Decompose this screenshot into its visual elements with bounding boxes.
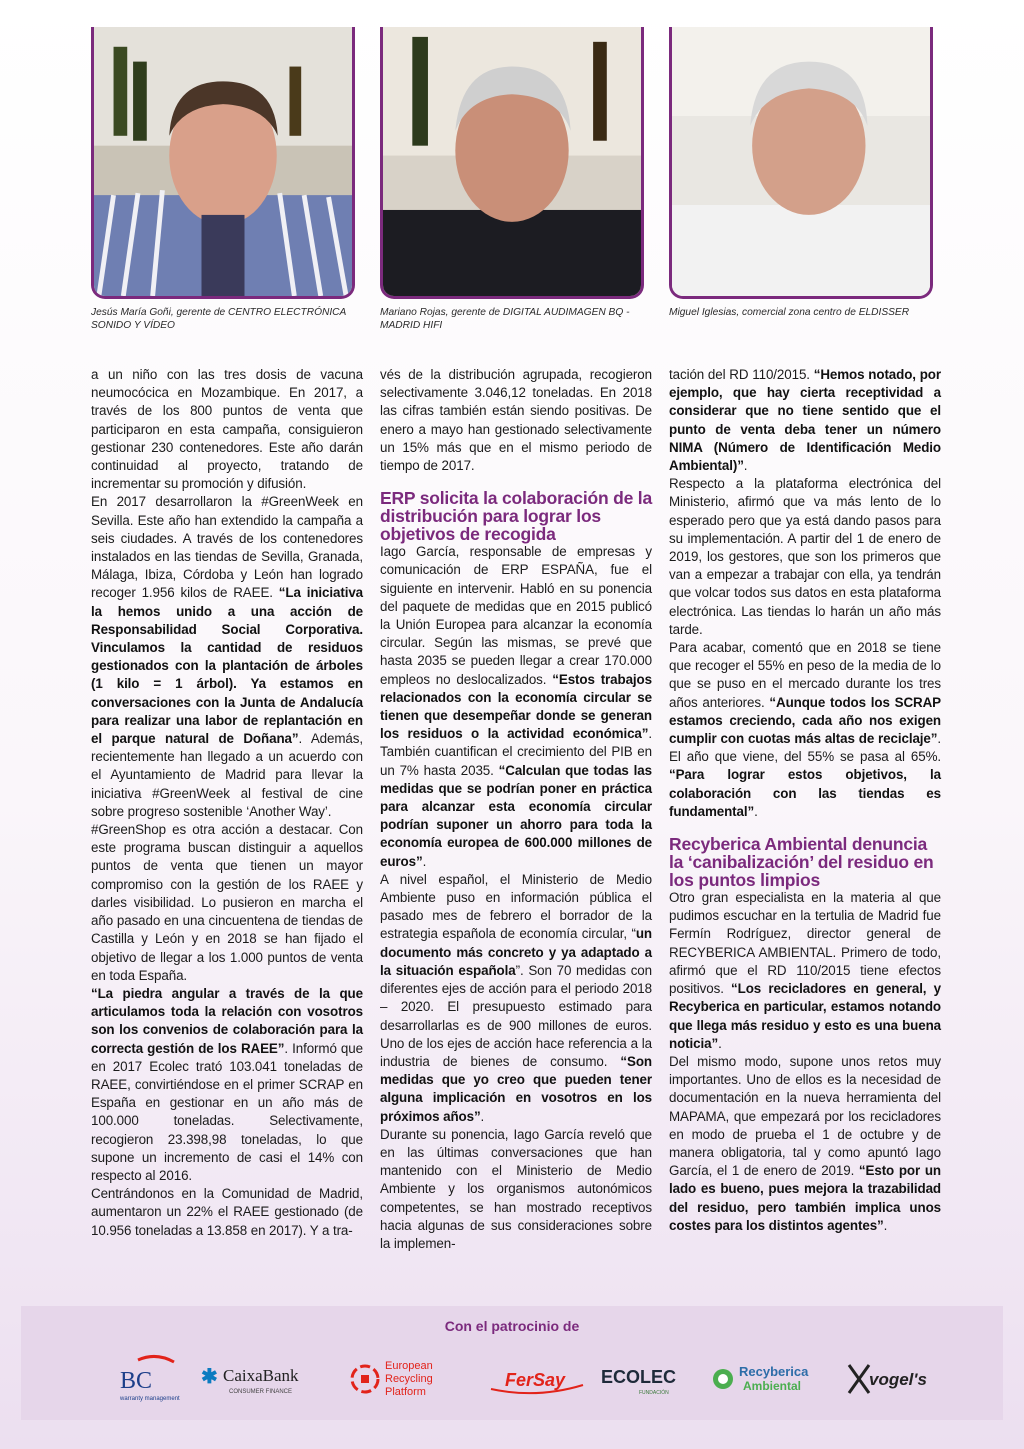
svg-text:warranty management: warranty management bbox=[120, 1396, 180, 1402]
svg-text:FUNDACIÓN: FUNDACIÓN bbox=[639, 1390, 669, 1396]
logo-caixabank bbox=[201, 1344, 311, 1414]
svg-text:Recycling: Recycling bbox=[385, 1373, 433, 1385]
caption-3: Miguel Iglesias, comercial zona centro de ELDISSER bbox=[669, 307, 910, 318]
section-heading-recyberica: Recyberica Ambiental denuncia la ‘canibalización’ del residuo en los puntos limpios bbox=[669, 834, 934, 891]
svg-text:European: European bbox=[385, 1360, 433, 1372]
paragraph: Del mismo modo, supone unos retos muy importantes. Uno de ellos es la necesidad de documentación en la nueva herramienta del MAPAMA, que empezará por los recicladores en modo de prueba el 1 de octubre y de manera obligatoria, tal y como apuntó Iago García, el 1 de enero de 2019. “Esto por un lado es bueno, pues mejora la trazabilidad del residuo, pero también implica unos costes para los distintos agentes”. bbox=[669, 1053, 941, 1233]
paragraph: tación del RD 110/2015. “Hemos notado, por ejemplo, que hay cierta receptividad a considerar que no tiene sentido que el punto de venta deba tener un número NIMA (Número de Identificación Medio Ambiental)”. bbox=[669, 367, 941, 474]
column-1 bbox=[91, 366, 363, 1240]
logo-fersay bbox=[487, 1344, 587, 1414]
photo-miguel-iglesias bbox=[669, 27, 933, 299]
logo-ecolec bbox=[599, 1344, 699, 1414]
paragraph: a un niño con las tres dosis de vacuna neumocócica en Mozambique. En 2017, a través de los 800 puntos de venta que participaron en esta campaña, consiguieron gestionar 230 contenedores. Este año darán continuidad al proyecto, tratando de incrementar su promoción y difusión. bbox=[91, 367, 363, 492]
paragraph: Durante su ponencia, Iago García reveló que en las últimas conversaciones que han mantenido con el Ministerio de Medio Ambiente y los organismos autonómicos competentes, se han mostrado receptivos hacia algunas de sus consideraciones sobre la implemen- bbox=[380, 1126, 652, 1251]
logo-erp bbox=[349, 1344, 469, 1414]
column-2 bbox=[380, 366, 652, 1253]
paragraph: Iago García, responsable de empresas y comunicación de ERP ESPAÑA, fue el siguiente en intervenir. Habló en su ponencia del paquete de medidas que en 2015 publicó la Unión Europea para alcanzar la economía circular. Según las mismas, se prevé que hasta 2035 se pueden llegar a crear 170.000 empleos no deslocalizados. “Estos trabajos relacionados con la economía circular se tienen que desempeñar donde se generan los residuos o la actividad económica”. También cuantifican el crecimiento del PIB en un 7% hasta 2035. “Calculan que todas las medidas que se podrían poner en práctica para alcanzar esta economía circular podrían suponer un ahorro para toda la economía europea de 600.000 millones de euros”. bbox=[380, 544, 652, 869]
svg-text:CaixaBank: CaixaBank bbox=[223, 1366, 299, 1385]
sponsor-logos bbox=[21, 1344, 1003, 1414]
svg-text:CONSUMER FINANCE: CONSUMER FINANCE bbox=[229, 1389, 293, 1395]
paragraph: En 2017 desarrollaron la #GreenWeek en Sevilla. Este año han extendido la campaña a seis ciudades. A través de los contenedores instalados en las tiendas de Sevilla, Granada, Málaga, Ibiza, Córdoba y León han logrado recoger 1.956 kilos de RAEE. “La iniciativa la hemos unido a una acción de Responsabilidad Social Corporativa. Vinculamos la cantidad de residuos gestionados con la plantación de árboles (1 kilo = 1 árbol). Ya estamos en conversaciones con la Junta de Andalucía para realizar una labor de replantación en el parque natural de Doñana”. Además, recientemente han llegado a un acuerdo con el Ayuntamiento de Madrid para llevar la iniciativa #GreenWeek al festival de cine sobre progreso sostenible ‘Another Way’. bbox=[91, 494, 364, 819]
paragraph: #GreenShop es otra acción a destacar. Con este programa buscan distinguir a aquellos puntos de venta que tienen un mayor compromiso con la gestión de los RAEE y darles visibilidad. Lo pusieron en marcha el año pasado en una cincuentena de tiendas de Castilla y León y en 2018 se han fijado el objetivo de llegar a los 1.000 puntos de venta en toda España. bbox=[91, 822, 363, 983]
logo-bc-warranty bbox=[116, 1344, 196, 1414]
sponsors-footer bbox=[21, 1306, 1003, 1420]
caption-2: Mariano Rojas, gerente de DIGITAL AUDIMAGEN BQ - MADRID HIFI bbox=[380, 307, 630, 331]
sponsors-title: Con el patrocinio de bbox=[444, 1318, 580, 1334]
svg-text:Platform: Platform bbox=[385, 1386, 426, 1398]
svg-text:ECOLEC: ECOLEC bbox=[601, 1367, 677, 1387]
svg-text:Recyberica: Recyberica bbox=[739, 1364, 809, 1379]
paragraph: Para acabar, comentó que en 2018 se tiene que recoger el 55% en peso de la media de lo que se puso en el mercado durante los tres años anteriores. “Aunque todos los SCRAP estamos creciendo, cada año nos exigen cumplir con cuotas más altas de reciclaje”. El año que viene, del 55% se pasa al 65%. “Para lograr estos objetivos, la colaboración con las tiendas es fundamental”. bbox=[669, 640, 941, 819]
svg-text:✱: ✱ bbox=[201, 1366, 218, 1388]
paragraph: Otro gran especialista en la materia al que pudimos escuchar en la tertulia de Madrid fue Fermín Rodríguez, director general de RECYBERICA AMBIENTAL. Primero de todo, afirmó que el RD 110/2015 tiene efectos positivos. “Los recicladores en general, y Recyberica en particular, estamos notando que llega más residuo y esto es una buena noticia”. bbox=[669, 890, 941, 1051]
logo-recyberica bbox=[711, 1344, 831, 1414]
svg-text:vogel's: vogel's bbox=[869, 1370, 927, 1389]
caption-1: Jesús María Goñi, gerente de CENTRO ELECTRÓNICA SONIDO Y VÍDEO bbox=[91, 307, 346, 331]
svg-text:Ambiental: Ambiental bbox=[743, 1379, 802, 1393]
paragraph: A nivel español, el Ministerio de Medio Ambiente puso en información pública el pasado mes de febrero el borrador de la estrategia española de economía circular, “un documento más concreto y ya adaptado a la situación española”. Son 70 medidas con diferentes ejes de acción para el periodo 2018 – 2020. El presupuesto estimado para desarrollarlas es de 900 millones de euros. Uno de los ejes de acción hace referencia a la industria de bienes de consumo. “Son medidas que yo creo que pueden tener alguna implicación en vosotros en los próximos años”. bbox=[380, 871, 652, 1124]
paragraph: vés de la distribución agrupada, recogieron selectivamente 3.046,12 toneladas. En 2018 las cifras también están siendo positivas. De enero a mayo han gestionado selectivamente un 15% más que en el mismo periodo de tiempo de 2017. bbox=[380, 367, 652, 474]
svg-text:BC: BC bbox=[120, 1368, 153, 1394]
column-3 bbox=[669, 366, 941, 1235]
paragraph: Centrándonos en la Comunidad de Madrid, aumentaron un 22% el RAEE gestionado (de 10.956 toneladas a 13.858 en 2017). Y a tra- bbox=[91, 1186, 363, 1238]
paragraph: “La piedra angular a través de la que articulamos toda la relación con vosotros son los convenios de colaboración para la correcta gestión de los RAEE”. Informó que en 2017 Ecolec trató 103.041 toneladas de RAEE, convirtiéndose en el primer SCRAP en España en gestionar en un año más de 100.000 toneladas. Selectivamente, recogieron 23.398,98 toneladas, lo que supone un incremento de casi el 14% con respecto al 2016. bbox=[91, 985, 363, 1183]
section-heading-erp: ERP solicita la colaboración de la distribución para lograr los objetivos de recogida bbox=[380, 488, 653, 545]
svg-text:FerSay: FerSay bbox=[505, 1370, 566, 1390]
paragraph: Respecto a la plataforma electrónica del Ministerio, afirmó que va más lento de lo esperado pero que ya está dando pasos para su implementación. A partir del 1 de enero de 2019, los gestores, que son los primeros que van a empezar a trabajar con ella, ya tendrán que volcar todos sus datos en esta plataforma electrónica. Las tiendas lo harán un año más tarde. bbox=[669, 476, 941, 637]
photo-mariano-rojas bbox=[380, 27, 644, 299]
photo-jesus-maria-goni bbox=[91, 27, 355, 299]
logo-vogels bbox=[847, 1344, 937, 1414]
